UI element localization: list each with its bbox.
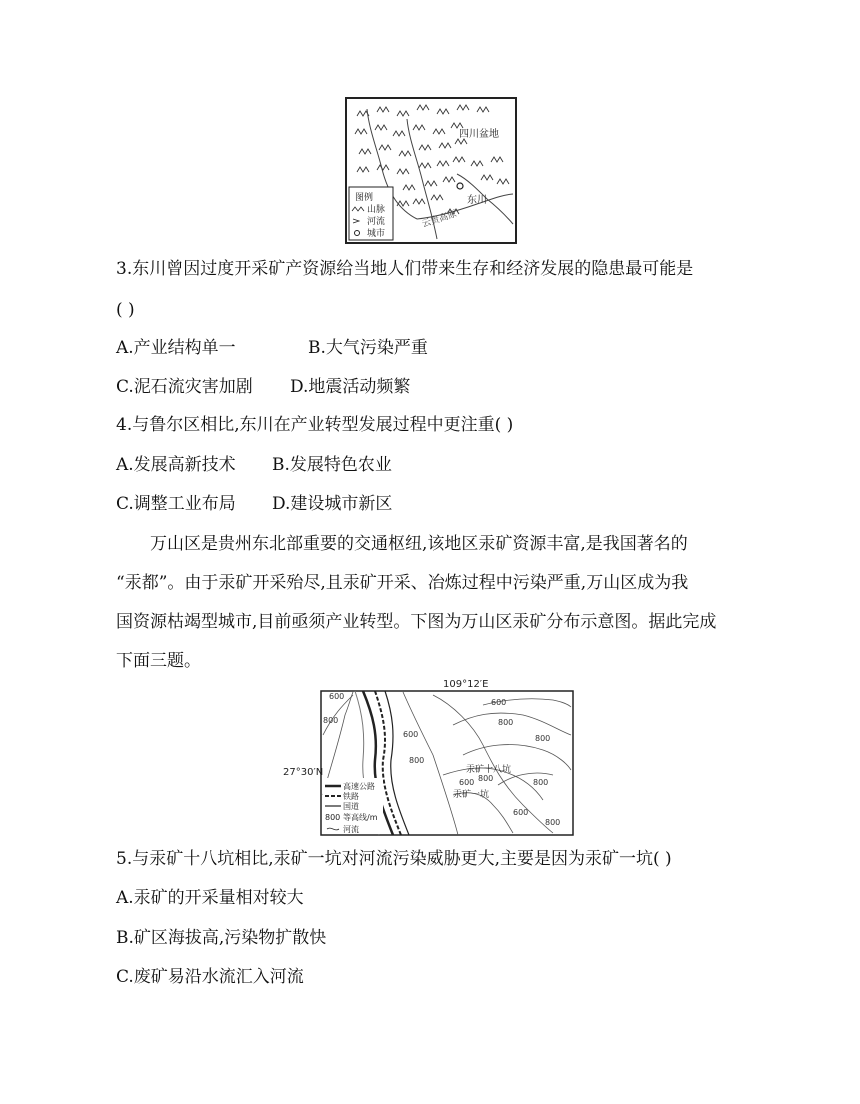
mountain-symbol bbox=[403, 185, 415, 190]
mountain-symbol bbox=[451, 123, 463, 128]
q4-option-c[interactable]: C.调整工业布局 bbox=[116, 494, 236, 514]
contour-label: 800 bbox=[409, 756, 425, 765]
legend-highway: 高速公路 bbox=[343, 782, 375, 791]
mountain-symbol bbox=[417, 105, 429, 110]
sichuan-map-figure bbox=[345, 97, 517, 244]
wanshan-map-figure bbox=[283, 675, 583, 837]
plateau-label: 云贵高原 bbox=[420, 209, 459, 230]
contour-label: 800 bbox=[498, 718, 514, 727]
passage-line-2: “汞都”。由于汞矿开采殆尽,且汞矿开采、冶炼过程中污染严重,万山区成为我 bbox=[116, 573, 689, 593]
q5-stem: 5.与汞矿十八坑相比,汞矿一坑对河流污染威胁更大,主要是因为汞矿一坑( ) bbox=[116, 849, 672, 869]
legend-contour: 等高线/m bbox=[343, 813, 378, 822]
q3-stem: 3.东川曾因过度开采矿产资源给当地人们带来生存和经济发展的隐患最可能是 bbox=[116, 259, 694, 279]
mountain-symbol bbox=[419, 145, 431, 150]
mountain-symbol bbox=[397, 111, 409, 116]
mountain-symbol bbox=[377, 165, 389, 170]
q3-option-a[interactable]: A.产业结构单一 bbox=[116, 338, 236, 358]
passage-line-1: 万山区是贵州东北部重要的交通枢纽,该地区汞矿资源丰富,是我国著名的 bbox=[150, 534, 688, 554]
mountain-symbol bbox=[453, 157, 465, 162]
q5-option-b[interactable]: B.矿区海拔高,污染物扩散快 bbox=[116, 928, 327, 948]
contour-label: 800 bbox=[533, 778, 549, 787]
contour-label: 600 bbox=[459, 778, 475, 787]
map2-legend bbox=[323, 778, 383, 834]
mine-1-label: 汞矿一坑 bbox=[453, 790, 490, 800]
mountain-symbol bbox=[437, 109, 449, 114]
city-label: 东川 bbox=[467, 195, 487, 206]
mountain-symbol bbox=[393, 131, 405, 136]
q4-option-b[interactable]: B.发展特色农业 bbox=[272, 455, 392, 475]
city-legend-icon bbox=[355, 231, 360, 236]
dongchuan-city-marker bbox=[457, 183, 463, 189]
legend-river: 河流 bbox=[367, 217, 386, 227]
contour-label: 600 bbox=[513, 808, 529, 817]
mine-18-label: 汞矿十八坑 bbox=[466, 765, 512, 775]
mountain-symbol bbox=[397, 169, 409, 174]
contour-label: 800 bbox=[545, 818, 561, 827]
mountain-symbol bbox=[433, 129, 445, 134]
mountain-symbol bbox=[431, 195, 443, 200]
mountain-symbol bbox=[471, 161, 483, 166]
q3-option-c[interactable]: C.泥石流灾害加剧 bbox=[116, 377, 253, 397]
mountain-symbol bbox=[457, 105, 469, 110]
q5-option-a[interactable]: A.汞矿的开采量相对较大 bbox=[116, 888, 304, 908]
q3-option-b[interactable]: B.大气污染严重 bbox=[308, 338, 428, 358]
mountain-symbol bbox=[477, 107, 489, 112]
q3-paren: ( ) bbox=[116, 300, 135, 320]
sichuan-map bbox=[347, 99, 515, 242]
map1-legend bbox=[349, 187, 393, 240]
mountain-symbol bbox=[399, 151, 411, 156]
legend-contour-value: 800 bbox=[325, 813, 341, 822]
mountain-symbol bbox=[437, 161, 449, 166]
mountain-symbol bbox=[413, 199, 425, 204]
legend-title: 图例 bbox=[355, 193, 374, 203]
mountain-symbol bbox=[377, 107, 389, 112]
legend-mountain: 山脉 bbox=[367, 205, 386, 215]
q4-stem: 4.与鲁尔区相比,东川在产业转型发展过程中更注重( ) bbox=[116, 415, 514, 435]
contour-label: 600 bbox=[403, 730, 419, 739]
wanshan-map bbox=[283, 675, 583, 837]
q5-option-c[interactable]: C.废矿易沿水流汇入河流 bbox=[116, 967, 304, 987]
legend-railway: 铁路 bbox=[343, 792, 359, 801]
mountain-symbol bbox=[425, 181, 437, 186]
contour-label: 800 bbox=[478, 774, 494, 783]
q4-option-a[interactable]: A.发展高新技术 bbox=[116, 455, 236, 475]
contour-label: 600 bbox=[329, 692, 345, 701]
mountain-symbol bbox=[439, 143, 451, 148]
longitude-label: 109°12′E bbox=[443, 679, 489, 690]
mountain-symbol bbox=[355, 129, 367, 134]
mountain-symbol bbox=[375, 125, 387, 130]
q3-option-d[interactable]: D.地震活动频繁 bbox=[290, 377, 411, 397]
legend-road: 国道 bbox=[343, 802, 359, 811]
mountain-symbol bbox=[491, 157, 503, 162]
contour-label: 800 bbox=[323, 716, 339, 725]
mountain-symbol bbox=[359, 149, 371, 154]
passage-line-3: 国资源枯竭型城市,目前亟须产业转型。下图为万山区汞矿分布示意图。据此完成 bbox=[116, 612, 717, 632]
mountain-symbol bbox=[497, 179, 509, 184]
basin-label: 四川盆地 bbox=[459, 129, 499, 140]
passage-line-4: 下面三题。 bbox=[116, 651, 201, 671]
mountain-symbol bbox=[419, 163, 431, 168]
contour-label: 600 bbox=[491, 698, 507, 707]
mountain-symbol bbox=[481, 175, 493, 180]
legend-river: 河流 bbox=[343, 825, 359, 834]
mountain-symbol bbox=[379, 145, 391, 150]
mountain-symbol bbox=[443, 177, 455, 182]
mountain-symbol bbox=[357, 167, 369, 172]
q4-option-d[interactable]: D.建设城市新区 bbox=[272, 494, 393, 514]
contour-label: 800 bbox=[535, 734, 551, 743]
legend-city: 城市 bbox=[367, 229, 386, 239]
latitude-label: 27°30′N bbox=[283, 767, 324, 778]
mountain-symbol bbox=[413, 125, 425, 130]
